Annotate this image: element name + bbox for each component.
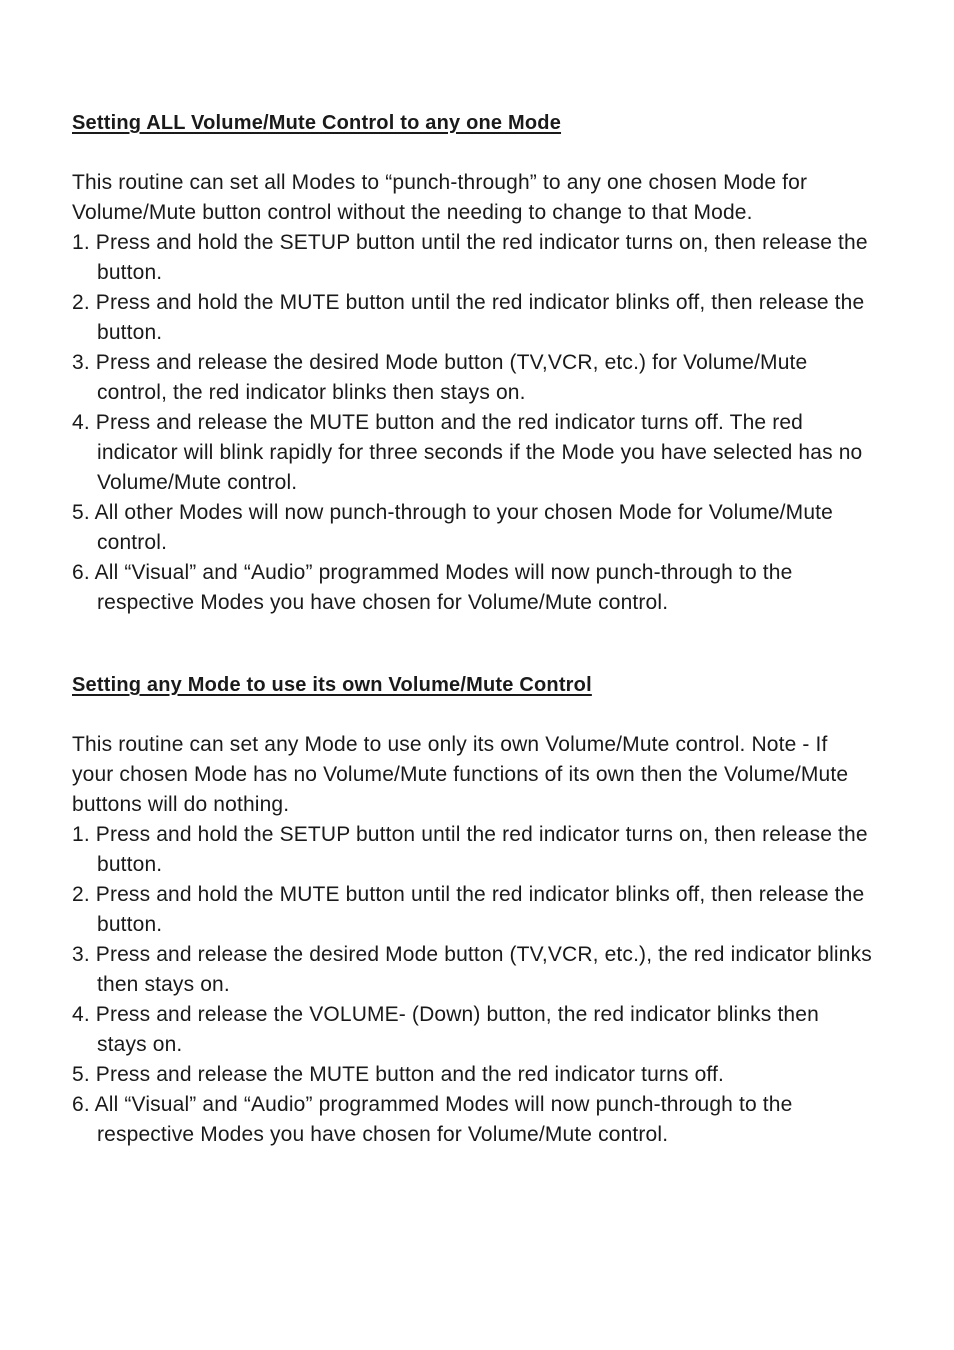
step-item: 1. Press and hold the SETUP button until the red indicator turns on, then release the button. xyxy=(72,231,868,284)
step-item: 5. All other Modes will now punch-through to your chosen Mode for Volume/Mute control. xyxy=(72,501,833,554)
section-heading: Setting any Mode to use its own Volume/Mute Control xyxy=(72,674,592,696)
step-item: 2. Press and hold the MUTE button until the red indicator blinks off, then release the button. xyxy=(72,291,865,344)
section-all-volume-mute xyxy=(72,108,872,618)
section-heading: Setting ALL Volume/Mute Control to any one Mode xyxy=(72,112,562,134)
step-item: 3. Press and release the desired Mode button (TV,VCR, etc.) for Volume/Mute control, the red indicator blinks then stays on. xyxy=(72,351,808,404)
section-intro: This routine can set any Mode to use only its own Volume/Mute control. Note - If your chosen Mode has no Volume/Mute functions of its own then the Volume/Mute buttons will do nothing. xyxy=(72,733,849,816)
manual-page xyxy=(72,108,872,1150)
step-item: 4. Press and release the MUTE button and the red indicator turns off. The red indicator will blink rapidly for three seconds if the Mode you have selected has no Volume/Mute control. xyxy=(72,411,863,494)
step-item: 2. Press and hold the MUTE button until the red indicator blinks off, then release the button. xyxy=(72,883,865,936)
step-item: 6. All “Visual” and “Audio” programmed Modes will now punch-through to the respective Modes you have chosen for Volume/Mute control. xyxy=(72,561,793,614)
step-item: 3. Press and release the desired Mode button (TV,VCR, etc.), the red indicator blinks then stays on. xyxy=(72,943,872,996)
steps-list xyxy=(72,820,872,1150)
step-item: 1. Press and hold the SETUP button until the red indicator turns on, then release the button. xyxy=(72,823,868,876)
step-item: 4. Press and release the VOLUME- (Down) button, the red indicator blinks then stays on. xyxy=(72,1003,819,1056)
section-intro: This routine can set all Modes to “punch-through” to any one chosen Mode for Volume/Mute button control without the needing to change to that Mode. xyxy=(72,171,808,224)
section-own-volume-mute xyxy=(72,670,872,1150)
step-item: 5. Press and release the MUTE button and the red indicator turns off. xyxy=(72,1063,724,1086)
steps-list xyxy=(72,228,872,618)
step-item: 6. All “Visual” and “Audio” programmed Modes will now punch-through to the respective Modes you have chosen for Volume/Mute control. xyxy=(72,1093,793,1146)
